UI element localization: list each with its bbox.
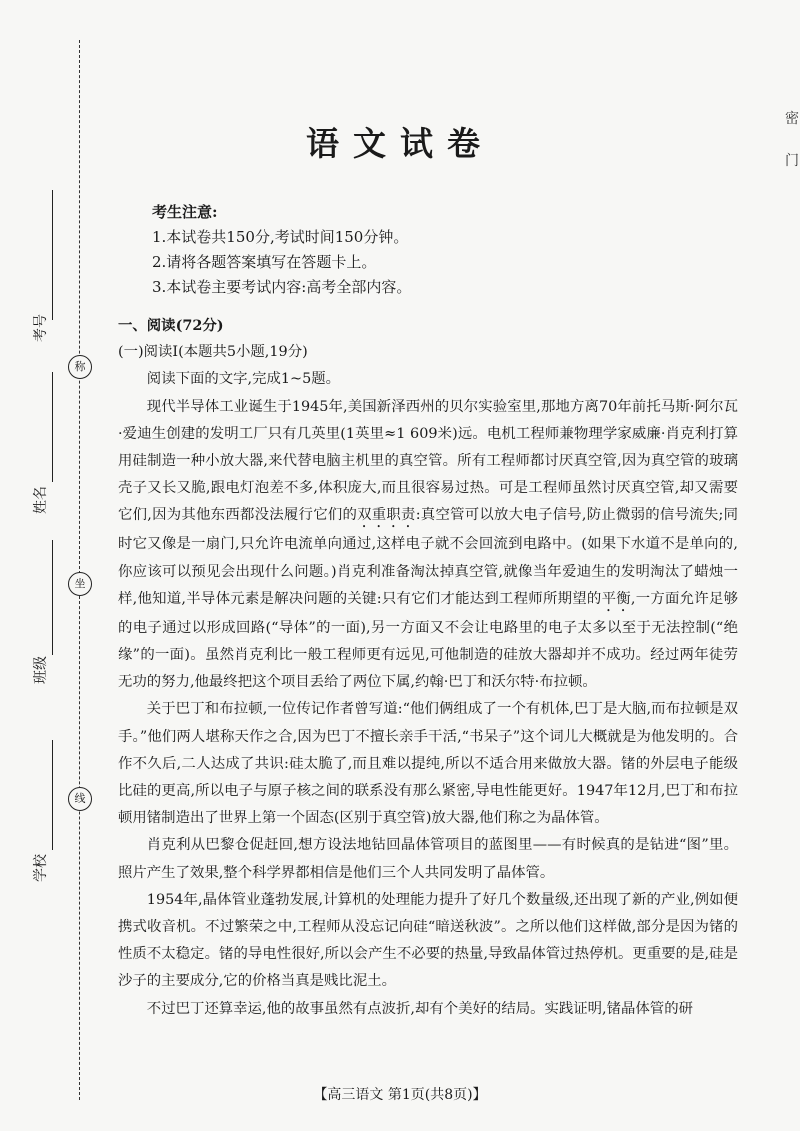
subsection-heading: (一)阅读Ⅰ(本题共5小题,19分) (118, 344, 308, 361)
margin-circle-1: 称 (68, 355, 92, 379)
margin-label-name: 姓名 (33, 486, 49, 514)
page-footer: 【高三语文 第1页(共8页)】 (313, 1087, 487, 1103)
exam-notice (152, 200, 411, 300)
p1-part-b: :真空管可以放大电子信号,防止微弱的信号流失;同时它又像是一扇门,只允许电流单向通过,这样电子就不会回流到电路中。(如果下水道不是单向的,你应该可以预见会出现什么问题。)肖克利准备淘汰掉真空管,就像当年爱迪生的发明淘汰了蜡烛一样,他知道,半导体元素是解决问题的关键:只有它们才能达到工程师所期望的 (118, 507, 738, 607)
notice-item: 2.请将各题答案填写在答题卡上。 (152, 253, 377, 271)
emphasized-term-dual-duty: 双重职责 (357, 507, 416, 524)
p1-part-a: 现代半导体工业诞生于1945年,美国新泽西州的贝尔实验室里,那地方离70年前托马斯·阿尔瓦·爱迪生创建的发明工厂只有几英里(1英里≈1 609米)远。电机工程师兼物理学家威廉·肖克利打算用硅制造一种小放大器,来代替电脑主机里的真空管。所有工程师都讨厌真空管,因为真空管的玻璃壳子又长又脆,跟电灯泡差不多,体积庞大,而且很容易过热。可是工程师虽然讨厌真空管,却又需要它们,因为其他东西都没法履行它们的 (118, 398, 738, 524)
name-line[interactable] (52, 372, 53, 482)
margin-circle-2: 坐 (68, 572, 92, 596)
class-line[interactable] (52, 540, 53, 655)
notice-item: 1.本试卷共150分,考试时间150分钟。 (152, 228, 409, 246)
exam-number-line[interactable] (52, 190, 53, 320)
instruction: 阅读下面的文字,完成1~5题。 (146, 371, 341, 388)
page-title: 语文试卷 (306, 124, 494, 163)
margin-label-school: 学校 (33, 854, 49, 882)
margin-circle-3: 线 (68, 787, 92, 811)
margin-label-exam-number: 考号 (33, 314, 49, 342)
p1-part-c: ,一方面允许足够的电子通过以形成回路(“导体”的一面),另一方面又不会让电路里的电子太多以至于无法控制(“绝缘”的一面)。虽然肖克利比一般工程师更有远见,可他制造的硅放大器却并不成功。经过两年徒劳无功的努力,他最终把这个项目丢给了两位下属,约翰·巴丁和沃尔特·布拉顿。 (118, 590, 738, 691)
binding-dashed-line (79, 40, 80, 1100)
reading-section (118, 312, 738, 1023)
edge-cut-char-2: 门 (785, 153, 799, 169)
passage-paragraph-4: 1954年,晶体管业蓬勃发展,计算机的处理能力提升了好几个数量级,还出现了新的产业,例如便携式收音机。不过繁荣之中,工程师从没忘记向硅“暗送秋波”。之所以他们这样做,部分是因为锗的性质不太稳定。锗的导电性很好,所以会产生不必要的热量,导致晶体管过热停机。更重要的是,硅是沙子的主要成分,它的价格当真是贱比泥土。 (118, 891, 738, 990)
passage-paragraph-5: 不过巴丁还算幸运,他的故事虽然有点波折,却有个美好的结局。实践证明,锗晶体管的研 (146, 1000, 693, 1017)
school-line[interactable] (52, 740, 53, 850)
notice-heading: 考生注意: (152, 203, 218, 221)
passage-paragraph-2: 关于巴丁和布拉顿,一位传记作者曾写道:“他们俩组成了一个有机体,巴丁是大脑,而布拉顿是双手。”他们两人堪称天作之合,因为巴丁不擅长亲手干活,“书呆子”这个词儿大概就是为他发明的。合作不久后,二人达成了共识:硅太脆了,而且难以提纯,所以不适合用来做放大器。锗的外层电子能级比硅的更高,所以电子与原子核之间的联系没有那么紧密,导电性能更好。1947年12月,巴丁和布拉顿用锗制造出了世界上第一个固态(区别于真空管)放大器,他们称之为晶体管。 (118, 701, 738, 827)
notice-item: 3.本试卷主要考试内容:高考全部内容。 (152, 278, 412, 296)
edge-cut-char-1: 密 (785, 111, 799, 127)
section-heading: 一、阅读(72分) (118, 317, 224, 334)
passage-paragraph-3: 肖克利从巴黎仓促赶回,想方设法地钻回晶体管项目的蓝图里——有时候真的是钻进“图”里。照片产生了效果,整个科学界都相信是他们三个人共同发明了晶体管。 (118, 837, 738, 881)
emphasized-term-balance: 平衡 (601, 590, 631, 607)
passage-paragraph-1 (118, 394, 738, 697)
margin-label-class: 班级 (33, 656, 49, 684)
